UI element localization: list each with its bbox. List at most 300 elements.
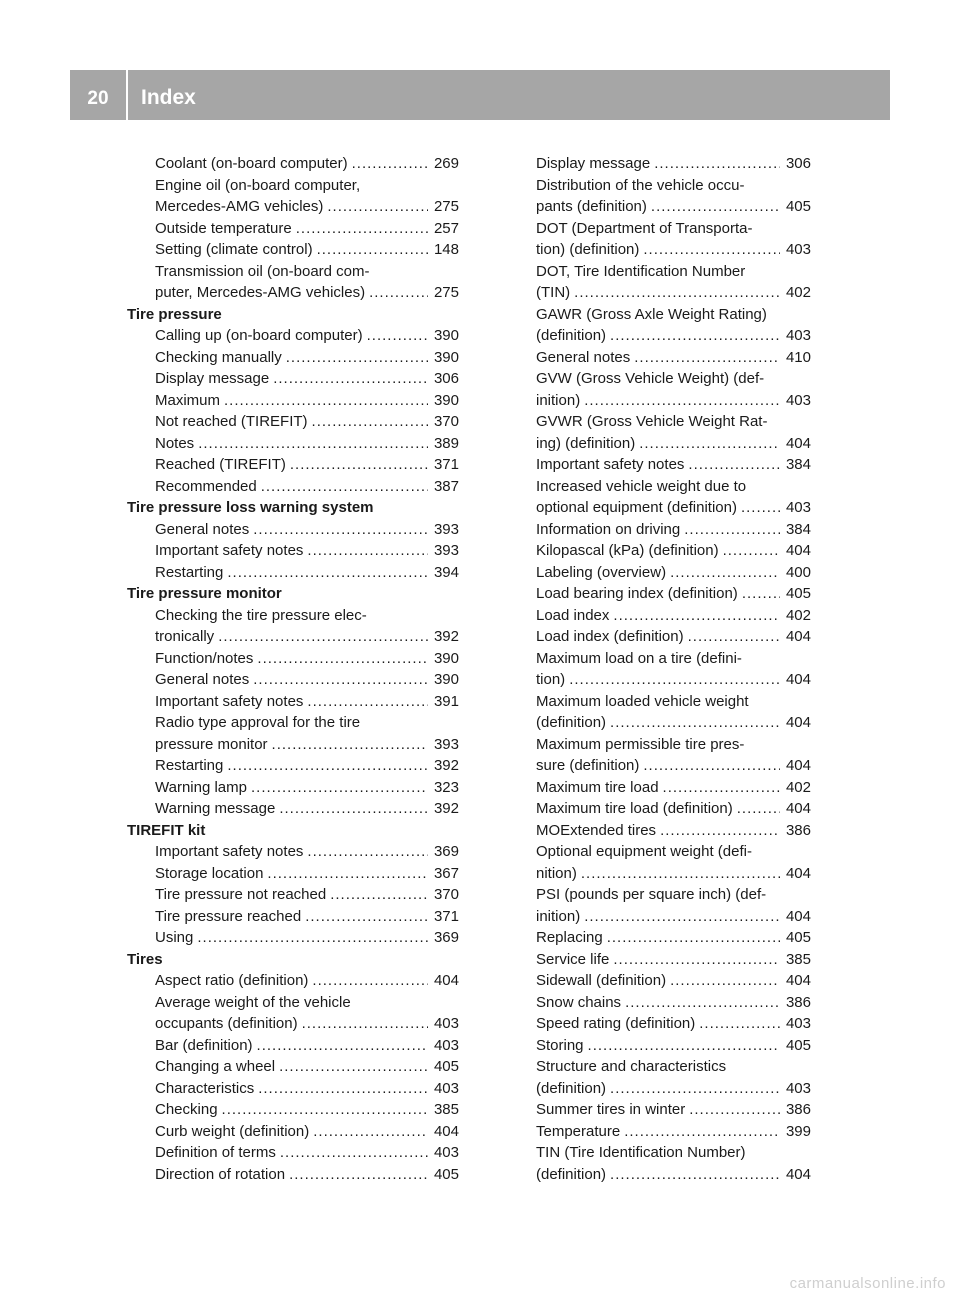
index-page-ref[interactable]: 275	[433, 284, 459, 301]
index-entry-label: puter, Mercedes-AMG vehicles)	[155, 284, 366, 301]
index-page-ref[interactable]: 405	[785, 929, 811, 946]
dot-leader	[643, 755, 780, 777]
index-entry-label: Labeling (overview)	[536, 563, 667, 581]
index-entry	[127, 153, 459, 175]
index-entry-label: (definition)	[536, 327, 607, 344]
index-entry-label: Characteristics	[155, 1079, 255, 1097]
index-page-ref[interactable]: 392	[433, 800, 459, 817]
dot-leader	[574, 282, 780, 304]
index-entry-label: Recommended	[155, 477, 257, 495]
index-column-right	[508, 153, 811, 1185]
index-entry	[127, 734, 459, 756]
index-entry-label: Important safety notes	[155, 843, 304, 860]
index-entry	[127, 691, 459, 713]
dot-leader	[663, 777, 780, 799]
dot-leader	[279, 798, 428, 820]
index-entry-text: DOT, Tire Identification Number	[536, 262, 746, 280]
index-entry-text: Engine oil (on-board computer,	[155, 176, 361, 194]
index-entry	[127, 347, 459, 369]
index-page-ref[interactable]: 306	[785, 155, 811, 172]
index-entry-text: Maximum load on a tire (defini-	[536, 649, 742, 667]
index-entry-text: Distribution of the vehicle occu-	[536, 176, 745, 194]
index-entry	[127, 1142, 459, 1164]
index-heading: Tire pressure	[127, 305, 222, 323]
index-entry-label: tion) (definition)	[536, 241, 640, 258]
index-entry	[127, 1099, 459, 1121]
index-entry	[127, 239, 459, 261]
index-entry-label: Maximum tire load (definition)	[536, 800, 733, 817]
index-entry	[508, 1013, 811, 1035]
index-entry-label: Important safety notes	[536, 456, 685, 473]
index-entry	[127, 1078, 459, 1100]
index-entry	[127, 970, 459, 992]
index-entry-text: GVW (Gross Vehicle Weight) (def-	[536, 370, 765, 387]
index-page-ref[interactable]: 404	[433, 972, 459, 989]
index-entry-text: Radio type approval for the tire	[155, 714, 361, 731]
index-page-ref[interactable]: 404	[785, 542, 811, 559]
dot-leader	[610, 712, 780, 734]
dot-leader	[197, 927, 428, 949]
index-page-ref[interactable]: 306	[433, 370, 459, 387]
dot-leader	[741, 497, 780, 519]
index-page-ref[interactable]: 405	[433, 1165, 459, 1183]
index-entry	[508, 497, 811, 519]
index-page-ref[interactable]: 403	[433, 1079, 459, 1097]
index-page-ref[interactable]: 393	[433, 542, 459, 559]
index-page-ref[interactable]: 404	[785, 907, 811, 925]
index-entry-label: Notes	[155, 434, 195, 452]
index-page-ref[interactable]: 404	[785, 800, 811, 817]
page-number: 20	[87, 88, 109, 109]
index-page-ref[interactable]: 384	[785, 520, 811, 538]
index-page-ref[interactable]: 386	[785, 1101, 811, 1118]
index-page-ref[interactable]: 390	[433, 348, 459, 366]
index-page-ref[interactable]: 392	[433, 757, 459, 774]
index-entry-text: Optional equipment weight (defi-	[536, 843, 752, 860]
index-entry-label: (definition)	[536, 1165, 607, 1183]
index-page-ref[interactable]: 403	[785, 327, 811, 344]
dot-leader	[352, 153, 428, 175]
index-entry	[508, 777, 811, 799]
index-entry-label: Checking	[155, 1101, 218, 1118]
index-entry-label: (definition)	[536, 714, 607, 731]
index-page-ref[interactable]: 400	[785, 563, 811, 581]
index-heading: Tire pressure loss warning system	[127, 499, 374, 516]
dot-leader	[198, 433, 428, 455]
index-page-ref[interactable]: 403	[785, 1079, 811, 1097]
index-page-ref[interactable]: 405	[785, 198, 811, 215]
index-page-ref[interactable]: 404	[785, 628, 811, 645]
index-heading: Tires	[127, 950, 163, 968]
section-title: Index	[141, 86, 196, 109]
index-page-ref[interactable]: 402	[785, 778, 811, 796]
index-entry	[508, 433, 811, 455]
index-entry	[508, 712, 811, 734]
index-page-ref[interactable]: 403	[433, 1036, 459, 1054]
dot-leader	[688, 454, 780, 476]
index-entry-label: Storing	[536, 1036, 584, 1054]
index-entry	[508, 325, 811, 347]
index-entry	[508, 605, 811, 627]
index-entry	[508, 927, 811, 949]
dot-leader	[624, 1121, 780, 1143]
dot-leader	[588, 1035, 780, 1057]
index-entry	[508, 949, 811, 971]
index-entry	[127, 648, 459, 670]
index-page-ref[interactable]: 257	[433, 219, 459, 237]
index-entry-label: Information on driving	[536, 520, 681, 538]
index-page-ref[interactable]: 404	[785, 972, 811, 989]
index-entry-label: Outside temperature	[155, 219, 292, 237]
index-page-ref[interactable]: 394	[433, 563, 459, 581]
dot-leader	[302, 1013, 428, 1035]
dot-leader	[257, 1035, 428, 1057]
index-page-ref[interactable]: 384	[785, 456, 811, 473]
dot-leader	[613, 605, 780, 627]
dot-leader	[289, 1164, 428, 1186]
index-page-ref[interactable]: 390	[433, 649, 459, 667]
index-entry	[127, 196, 459, 218]
index-entry-label: Aspect ratio (definition)	[155, 972, 309, 989]
dot-leader	[651, 196, 780, 218]
index-entry-text: Structure and characteristics	[536, 1058, 727, 1075]
index-entry-label: Load index (definition)	[536, 628, 684, 645]
index-entry	[508, 239, 811, 261]
dot-leader	[607, 927, 780, 949]
index-page-ref[interactable]: 404	[785, 671, 811, 688]
index-page-ref[interactable]: 323	[433, 778, 459, 796]
index-entry	[508, 519, 811, 541]
dot-leader	[307, 540, 428, 562]
dot-leader	[251, 777, 428, 799]
index-page-ref[interactable]: 405	[785, 585, 811, 602]
index-entry	[127, 1121, 459, 1143]
index-entry-label: Warning lamp	[155, 778, 247, 796]
index-page-ref[interactable]: 275	[433, 198, 459, 215]
index-entry-label: Restarting	[155, 757, 224, 774]
index-entry-label: Checking manually	[155, 348, 282, 366]
index-column-left	[127, 153, 459, 1185]
dot-leader	[654, 153, 780, 175]
dot-leader	[643, 239, 780, 261]
index-page-ref[interactable]: 371	[433, 907, 459, 925]
index-entry	[508, 196, 811, 218]
watermark: carmanualsonline.info	[789, 1275, 946, 1292]
dot-leader	[218, 626, 428, 648]
index-entry-label: MOExtended tires	[536, 821, 657, 839]
dot-leader	[699, 1013, 780, 1035]
index-page-ref[interactable]: 393	[433, 520, 459, 538]
dot-leader	[312, 970, 428, 992]
index-entry	[127, 1013, 459, 1035]
dot-leader	[290, 454, 428, 476]
index-page-ref[interactable]: 410	[785, 348, 811, 366]
index-entry	[508, 1078, 811, 1100]
index-entry-label: Using	[155, 929, 194, 946]
index-entry-label: Function/notes	[155, 649, 254, 667]
index-entry-text: DOT (Department of Transporta-	[536, 219, 753, 237]
index-page-ref[interactable]: 403	[433, 1144, 459, 1161]
index-entry	[127, 798, 459, 820]
dot-leader	[257, 648, 428, 670]
dot-leader	[261, 476, 428, 498]
dot-leader	[272, 734, 428, 756]
dot-leader	[610, 1078, 780, 1100]
index-page-ref[interactable]: 403	[785, 499, 811, 516]
dot-leader	[327, 196, 428, 218]
index-entry	[508, 1035, 811, 1057]
dot-leader	[670, 970, 780, 992]
index-entry-label: (definition)	[536, 1079, 607, 1097]
index-entry	[127, 540, 459, 562]
dot-leader	[689, 1099, 780, 1121]
index-entry-label: tronically	[155, 628, 215, 645]
index-entry-label: Reached (TIREFIT)	[155, 456, 286, 473]
index-entry	[127, 669, 459, 691]
index-page-ref[interactable]: 370	[433, 413, 459, 430]
index-entry-label: Curb weight (definition)	[155, 1122, 310, 1140]
index-entry-label: Display message	[536, 155, 651, 172]
index-page-ref[interactable]: 369	[433, 929, 459, 946]
dot-leader	[273, 368, 428, 390]
index-page-ref[interactable]: 404	[433, 1122, 459, 1140]
index-entry	[508, 562, 811, 584]
index-entry	[508, 626, 811, 648]
dot-leader	[222, 1099, 428, 1121]
index-entry	[127, 390, 459, 412]
dot-leader	[312, 411, 428, 433]
index-entry-label: Warning message	[155, 800, 276, 817]
dot-leader	[625, 992, 780, 1014]
dot-leader	[737, 798, 780, 820]
index-entry	[508, 820, 811, 842]
dot-leader	[286, 347, 428, 369]
dot-leader	[317, 239, 428, 261]
index-page-ref[interactable]: 404	[785, 1165, 811, 1183]
dot-leader	[581, 863, 780, 885]
index-entry	[127, 368, 459, 390]
index-entry-label: Changing a wheel	[155, 1058, 276, 1075]
index-entry-label: inition)	[536, 907, 581, 925]
index-page-ref[interactable]: 385	[785, 950, 811, 968]
index-page-ref[interactable]: 390	[433, 671, 459, 688]
index-entry	[127, 755, 459, 777]
index-entry-text: Checking the tire pressure elec-	[155, 606, 367, 624]
dot-leader	[296, 218, 428, 240]
dot-leader	[253, 519, 428, 541]
index-entry	[127, 863, 459, 885]
index-page-ref[interactable]: 391	[433, 692, 459, 710]
index-entry	[508, 1099, 811, 1121]
index-entry-label: pants (definition)	[536, 198, 647, 215]
dot-leader	[610, 325, 780, 347]
index-page-ref[interactable]: 403	[785, 391, 811, 409]
index-entry-label: Replacing	[536, 929, 603, 946]
index-entry-label: Service life	[536, 950, 610, 968]
index-entry-label: Calling up (on-board computer)	[155, 327, 363, 344]
index-page-ref[interactable]: 404	[785, 714, 811, 731]
index-page-ref[interactable]: 405	[433, 1058, 459, 1075]
index-page-ref[interactable]: 392	[433, 628, 459, 645]
index-entry	[508, 906, 811, 928]
dot-leader	[330, 884, 428, 906]
index-entry-text: Maximum loaded vehicle weight	[536, 692, 749, 710]
index-page-ref[interactable]: 367	[433, 864, 459, 882]
index-entry	[127, 927, 459, 949]
index-entry	[127, 476, 459, 498]
index-page-ref[interactable]: 385	[433, 1101, 459, 1118]
index-entry	[508, 454, 811, 476]
index-page-ref[interactable]: 393	[433, 735, 459, 753]
index-page-ref[interactable]: 404	[785, 864, 811, 882]
index-entry	[508, 282, 811, 304]
index-entry	[508, 992, 811, 1014]
index-entry-label: tion)	[536, 671, 566, 688]
index-entry-text: GAWR (Gross Axle Weight Rating)	[536, 305, 767, 323]
index-entry	[508, 863, 811, 885]
index-entry	[508, 755, 811, 777]
dot-leader	[258, 1078, 428, 1100]
index-entry-label: Display message	[155, 370, 270, 387]
dot-leader	[305, 906, 428, 928]
dot-leader	[267, 863, 428, 885]
index-page-ref[interactable]: 370	[433, 886, 459, 903]
dot-leader	[639, 433, 780, 455]
index-entry	[127, 1035, 459, 1057]
dot-leader	[742, 583, 780, 605]
dot-leader	[688, 626, 780, 648]
index-entry	[508, 583, 811, 605]
index-entry	[127, 411, 459, 433]
dot-leader	[307, 841, 428, 863]
dot-leader	[313, 1121, 428, 1143]
index-entry	[508, 669, 811, 691]
index-page-ref[interactable]: 371	[433, 456, 459, 473]
index-entry-text: Average weight of the vehicle	[155, 993, 351, 1011]
index-entry-label: Coolant (on-board computer)	[155, 155, 348, 172]
index-entry-label: General notes	[536, 348, 631, 366]
index-page-ref[interactable]: 386	[785, 993, 811, 1011]
index-entry-label: Maximum	[155, 391, 221, 409]
index-entry	[508, 1121, 811, 1143]
index-entry-text: PSI (pounds per square inch) (def-	[536, 886, 767, 903]
index-entry-label: Kilopascal (kPa) (definition)	[536, 542, 719, 559]
index-entry-label: Temperature	[536, 1122, 621, 1140]
index-page-ref[interactable]: 269	[433, 155, 459, 172]
index-page-ref[interactable]: 404	[785, 434, 811, 452]
index-entry	[508, 540, 811, 562]
index-page-ref[interactable]: 402	[785, 284, 811, 301]
index-page-ref[interactable]: 403	[785, 241, 811, 258]
index-entry	[127, 282, 459, 304]
index-entry-label: General notes	[155, 671, 250, 688]
index-entry-label: (TIN)	[536, 284, 571, 301]
dot-leader	[584, 906, 780, 928]
index-page-ref[interactable]: 369	[433, 843, 459, 860]
index-entry	[127, 1056, 459, 1078]
index-entry-label: Maximum tire load	[536, 778, 659, 796]
page-header	[70, 70, 890, 120]
index-entry-label: General notes	[155, 520, 250, 538]
dot-leader	[723, 540, 780, 562]
index-entry	[127, 325, 459, 347]
index-entry-label: Storage location	[155, 864, 264, 882]
dot-leader	[660, 820, 780, 842]
index-entry-label: inition)	[536, 391, 581, 409]
index-entry-label: Load index	[536, 606, 610, 624]
index-entry	[127, 626, 459, 648]
index-entry	[127, 1164, 459, 1186]
index-entry-label: Important safety notes	[155, 542, 304, 559]
index-entry-label: Bar (definition)	[155, 1036, 253, 1054]
index-entry-label: Speed rating (definition)	[536, 1015, 696, 1032]
index-page-ref[interactable]: 404	[785, 757, 811, 774]
index-entry-label: Not reached (TIREFIT)	[155, 413, 308, 430]
index-entry-label: Direction of rotation	[155, 1165, 286, 1183]
index-entry	[127, 454, 459, 476]
index-entry-text: Transmission oil (on-board com-	[155, 262, 370, 280]
index-page-ref[interactable]: 403	[433, 1015, 459, 1032]
dot-leader	[307, 691, 428, 713]
index-page-ref[interactable]: 389	[433, 434, 459, 452]
index-heading: TIREFIT kit	[127, 821, 206, 839]
index-entry	[127, 433, 459, 455]
dot-leader	[279, 1056, 428, 1078]
index-entry-text: GVWR (Gross Vehicle Weight Rat-	[536, 413, 768, 430]
index-entry-text: Increased vehicle weight due to	[536, 477, 747, 495]
index-entry-label: Load bearing index (definition)	[536, 585, 738, 602]
index-page-ref[interactable]: 386	[785, 821, 811, 839]
index-page-ref[interactable]: 399	[785, 1122, 811, 1140]
index-entry-label: Snow chains	[536, 993, 622, 1011]
index-page-ref[interactable]: 387	[433, 477, 459, 495]
dot-leader	[670, 562, 780, 584]
index-page-ref[interactable]: 390	[433, 391, 459, 409]
dot-leader	[584, 390, 780, 412]
index-page-ref[interactable]: 403	[785, 1015, 811, 1032]
index-entry-label: Summer tires in winter	[536, 1101, 686, 1118]
index-page-ref[interactable]: 402	[785, 606, 811, 624]
dot-leader	[367, 325, 428, 347]
index-entry	[508, 1164, 811, 1186]
dot-leader	[369, 282, 428, 304]
index-entry	[508, 347, 811, 369]
index-entry	[508, 390, 811, 412]
index-entry	[127, 841, 459, 863]
index-entry	[127, 218, 459, 240]
index-page-ref[interactable]: 148	[433, 241, 459, 258]
index-entry-text: TIN (Tire Identification Number)	[536, 1144, 746, 1161]
index-entry	[127, 906, 459, 928]
index-page-ref[interactable]: 390	[433, 327, 459, 344]
index-entry	[127, 519, 459, 541]
dot-leader	[224, 390, 428, 412]
index-entry-label: Sidewall (definition)	[536, 972, 667, 989]
index-entry-label: ing) (definition)	[536, 434, 636, 452]
index-entry-label: sure (definition)	[536, 757, 640, 774]
index-entry	[127, 562, 459, 584]
dot-leader	[227, 562, 428, 584]
dot-leader	[569, 669, 780, 691]
index-page-ref[interactable]: 405	[785, 1036, 811, 1054]
index-entry	[508, 153, 811, 175]
index-entry	[508, 970, 811, 992]
index-entry	[127, 884, 459, 906]
index-entry-label: Tire pressure reached	[155, 907, 302, 925]
index-entry	[508, 798, 811, 820]
index-heading: Tire pressure monitor	[127, 585, 282, 602]
dot-leader	[634, 347, 780, 369]
